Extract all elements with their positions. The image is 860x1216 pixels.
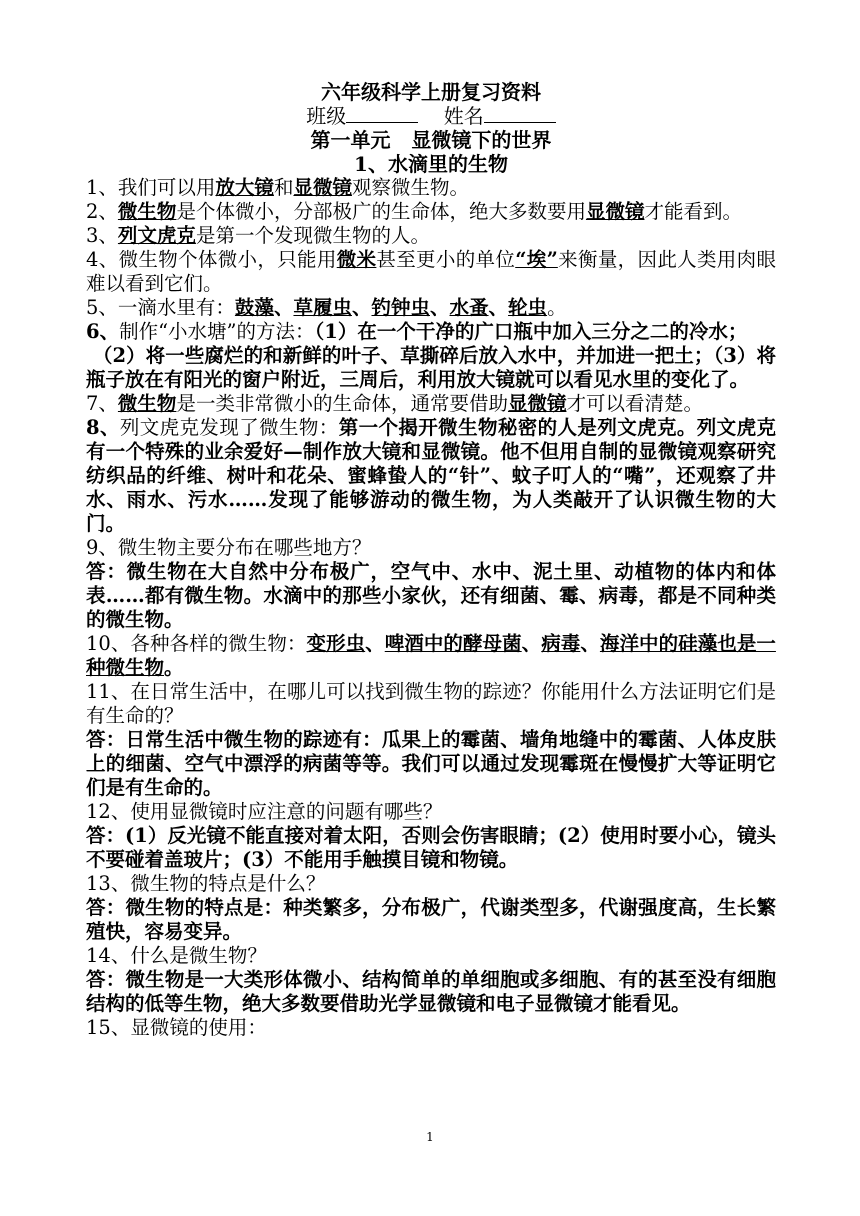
keyword: 显微镜 — [293, 176, 352, 199]
item-7-text: 才可以看清楚。 — [566, 392, 703, 415]
item-1-text: 1、我们可以用 — [86, 176, 216, 199]
keyword: 微生物 — [117, 392, 177, 415]
item-2-text: 才能看到。 — [644, 200, 742, 223]
answer-13: 答：微生物的特点是：种类繁多，分布极广，代谢类型多，代谢强度高，生长繁殖快，容易变异。 — [86, 896, 776, 943]
item-3-text: 是第一个发现微生物的人。 — [195, 224, 430, 247]
item-4-text: 甚至更小的单位 — [376, 248, 516, 271]
item-8-answer: 第一个揭开微生物秘密的人是列文虎克。列文虎克有一个特殊的业余爱好—制作放大镜和显微镜。他不但用自制的显微镜观察研究纺织品的纤维、树叶和花朵、蜜蜂蛰人的“针”、蚊子叮人的“嘴”，还观察了井水、雨水、污水……发现了能够游动的微生物，为人类敲开了认识微生物的大门。 — [86, 416, 776, 535]
class-blank — [346, 104, 418, 123]
answer-14: 答：微生物是一大类形体微小、结构简单的单细胞或多细胞、有的甚至没有细胞结构的低等生物，绝大多数要借助光学显微镜和电子显微镜才能看见。 — [86, 968, 776, 1015]
answer-11: 答：日常生活中微生物的踪迹有：瓜果上的霉菌、墙角地缝中的霉菌、人体皮肤上的细菌、空气中漂浮的病菌等等。我们可以通过发现霉斑在慢慢扩大等证明它们是有生命的。 — [86, 728, 776, 799]
question-15: 15、显微镜的使用： — [86, 1016, 267, 1039]
item-4 — [86, 248, 776, 296]
item-2-text: 2、 — [86, 200, 118, 223]
answer-12: 答：(1）反光镜不能直接对着太阳，否则会伤害眼睛；(2）使用时要小心，镜头不要碰着盖玻片；(3）不能用手触摸目镜和物镜。 — [86, 824, 776, 871]
class-label: 班级 — [306, 104, 347, 128]
item-7-text: 7、 — [86, 392, 118, 415]
answer-9: 答：微生物在大自然中分布极广，空气中、水中、泥土里、动植物的体内和体表……都有微生物。水滴中的那些小家伙，还有细菌、霉、病毒，都是不同种类的微生物。 — [86, 560, 776, 631]
separator: 、 — [430, 296, 450, 319]
keyword: 鼓藻 — [234, 296, 274, 319]
keyword: 放大镜 — [215, 176, 274, 199]
keyword: 草履虫 — [293, 296, 352, 319]
item-3-text: 3、 — [86, 224, 118, 247]
separator: 、 — [521, 632, 542, 655]
keyword: 病毒 — [541, 632, 581, 655]
keyword: 显微镜 — [507, 392, 567, 415]
lesson-heading: 1、水滴里的生物 — [354, 152, 508, 176]
item-6-answer: （1）在一个干净的广口瓶中加入三分之二的冷水； — [314, 320, 748, 343]
question-13: 13、微生物的特点是什么？ — [86, 872, 326, 895]
question-12: 12、使用显微镜时应注意的问题有哪些？ — [86, 800, 443, 823]
item-2 — [86, 200, 776, 224]
item-1 — [86, 176, 776, 200]
item-5-text: 5、一滴水里有： — [86, 296, 235, 319]
keyword: 微米 — [336, 248, 377, 271]
item-6-text: 制作“小水塘”的方法： — [119, 320, 315, 343]
item-10-text: 10、各种各样的微生物： — [86, 632, 307, 655]
separator: 、 — [365, 632, 385, 655]
separator: 、 — [351, 296, 372, 319]
document-title: 六年级科学上册复习资料 — [321, 80, 541, 104]
item-8-text: 列文虎克发现了微生物： — [119, 416, 339, 439]
item-1-text: 和 — [273, 176, 294, 199]
item-3 — [86, 224, 776, 248]
page-number: 1 — [426, 1130, 434, 1144]
keyword: 海洋中的硅藻也是一种微生物 — [86, 632, 776, 679]
document-body — [86, 80, 776, 1040]
item-6-continued: （2）将一些腐烂的和新鲜的叶子、草撕碎后放入水中，并加进一把土；（3）将瓶子放在有阳光的窗户附近，三周后，利用放大镜就可以看见水里的变化了。 — [86, 344, 776, 391]
keyword: 列文虎克 — [117, 224, 196, 247]
item-10 — [86, 632, 776, 680]
name-label: 姓名 — [443, 104, 484, 128]
keyword: 水蚤 — [449, 296, 489, 319]
keyword: 钓钟虫 — [371, 296, 430, 319]
item-4-text: 4、微生物个体微小，只能用 — [86, 248, 337, 271]
item-1-text: 观察微生物。 — [351, 176, 469, 199]
item-8-number: 8、 — [86, 416, 120, 439]
item-5 — [86, 296, 776, 320]
item-6 — [86, 320, 776, 344]
item-7-text: 是一类非常微小的生命体，通常要借助 — [176, 392, 508, 415]
separator: 、 — [488, 296, 509, 319]
item-6-number: 6、 — [86, 320, 120, 343]
item-10-text: 。 — [164, 656, 184, 679]
keyword: “埃” — [515, 248, 558, 271]
keyword: 显微镜 — [585, 200, 645, 223]
item-8 — [86, 416, 776, 536]
item-7 — [86, 392, 776, 416]
name-blank — [484, 104, 556, 123]
question-9: 9、微生物主要分布在哪些地方？ — [86, 536, 372, 559]
question-14: 14、什么是微生物？ — [86, 944, 267, 967]
separator: 、 — [273, 296, 294, 319]
keyword: 啤酒中的酵母菌 — [384, 632, 522, 655]
keyword: 微生物 — [117, 200, 177, 223]
separator: 、 — [580, 632, 600, 655]
keyword: 变形虫 — [306, 632, 366, 655]
item-2-text: 是个体微小，分部极广的生命体，绝大多数要用 — [176, 200, 586, 223]
unit-heading-text: 第一单元 显微镜下的世界 — [310, 128, 552, 152]
unit-heading — [86, 128, 776, 152]
class-name-line — [86, 104, 776, 128]
question-11: 11、在日常生活中，在哪儿可以找到微生物的踪迹？你能用什么方法证明它们是有生命的？ — [86, 680, 776, 727]
item-5-text: 。 — [547, 296, 567, 319]
item-4-text: 来衡量，因此人类用肉眼难以看到它们。 — [86, 248, 776, 295]
keyword: 轮虫 — [508, 296, 548, 319]
